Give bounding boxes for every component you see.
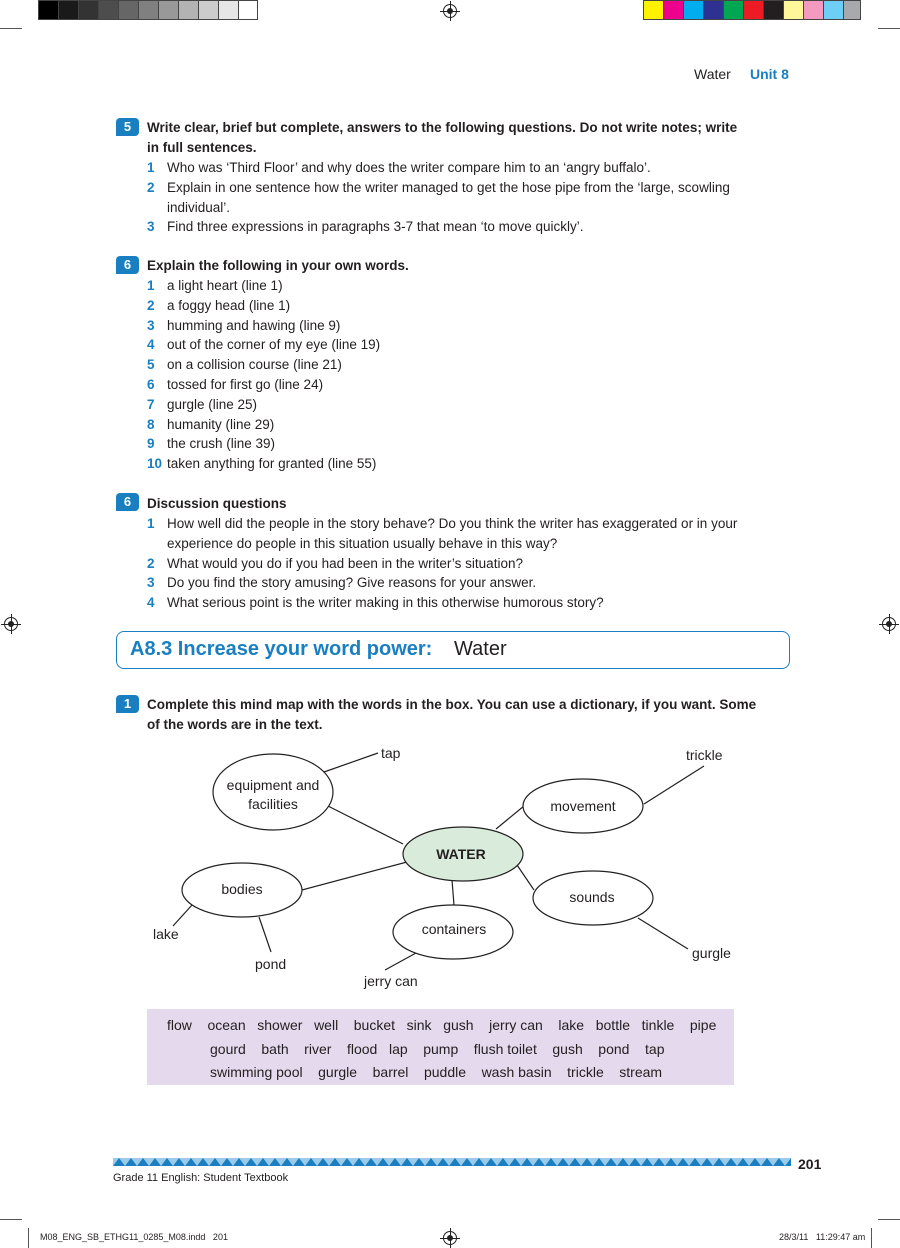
list-item: 10 taken anything for granted (line 55): [147, 456, 377, 472]
list-item: 1 Who was ‘Third Floor’ and why does the writer compare him to an ‘angry buffalo’.: [147, 160, 651, 175]
exercise-badge: 5: [116, 118, 139, 136]
connector-line: [517, 865, 534, 890]
connector-line: [259, 917, 271, 952]
section-title: A8.3 Increase your word power:: [130, 638, 433, 660]
exercise-badge: 6: [116, 256, 139, 274]
connector-line: [496, 806, 524, 829]
example-word-pond: pond: [255, 956, 287, 972]
list-item: 4 What serious point is the writer making in this otherwise humorous story?: [147, 595, 604, 611]
footer-decorative-band: [113, 1158, 791, 1166]
node-label-containers: containers: [421, 921, 487, 937]
list-item: 8 humanity (line 29): [147, 416, 275, 432]
exercise-badge: 6: [116, 493, 139, 511]
list-item: 1 a light heart (line 1): [147, 278, 283, 293]
exercise-instruction: Write clear, brief but complete, answers to the following questions. Do not write notes; write in full sentences.: [147, 120, 738, 155]
list-item: 2 Explain in one sentence how the writer managed to get the hose pipe from the ‘large, scowling individual’.: [147, 179, 730, 215]
connector-line: [328, 806, 403, 844]
exercise-instruction: Discussion questions: [147, 496, 287, 511]
connector-line: [452, 880, 454, 905]
word-box-line: flow ocean shower well bucket sink gush jerry can lake bottle tinkle pipe: [167, 1017, 717, 1033]
list-item: 4 out of the corner of my eye (line 19): [147, 337, 381, 353]
connector-line: [644, 766, 704, 804]
node-label-bodies: bodies: [221, 881, 263, 897]
word-box-line: gourd bath river flood lap pump flush toilet gush pond tap: [210, 1041, 665, 1057]
connector-line: [638, 918, 688, 949]
list-item: 2 a foggy head (line 1): [147, 297, 291, 313]
word-box-line: swimming pool gurgle barrel puddle wash basin trickle stream: [210, 1064, 663, 1080]
list-item: 1 How well did the people in the story behave? Do you think the writer has exaggerated or in your experience do people in this situation usually behave in this way?: [147, 516, 738, 551]
example-word-trickle: trickle: [686, 747, 723, 763]
node-label-sounds: sounds: [569, 889, 615, 905]
connector-line: [302, 862, 407, 890]
page-number: 201: [798, 1156, 822, 1172]
list-item: 9 the crush (line 39): [147, 436, 276, 452]
node-label-equipment-2: facilities: [248, 796, 298, 812]
list-item: 3 humming and hawing (line 9): [147, 317, 341, 333]
list-item: 3 Do you find the story amusing? Give reasons for your answer.: [147, 575, 537, 591]
connector-line: [173, 905, 192, 926]
list-item: 3 Find three expressions in paragraphs 3-7 that mean ‘to move quickly’.: [147, 219, 584, 235]
print-slug-file: M08_ENG_SB_ETHG11_0285_M08.indd 201: [40, 1232, 228, 1242]
list-item: 7 gurgle (line 25): [147, 396, 258, 412]
section-subtitle: Water: [454, 638, 507, 660]
running-header-topic: Water: [694, 66, 731, 82]
list-item: 5 on a collision course (line 21): [147, 357, 342, 373]
list-item: 6 tossed for first go (line 24): [147, 376, 324, 392]
exercise-instruction: Complete this mind map with the words in the box. You can use a dictionary, if you want. Some of the words are in the text.: [147, 697, 757, 732]
connector-line: [324, 753, 378, 772]
exercise-badge: 1: [116, 695, 139, 713]
footer-book-title: Grade 11 English: Student Textbook: [113, 1172, 289, 1184]
node-label-equipment-1: equipment and: [226, 777, 320, 793]
example-word-tap: tap: [381, 745, 401, 761]
list-item: 2 What would you do if you had been in the writer’s situation?: [147, 555, 523, 571]
exercise-instruction: Explain the following in your own words.: [147, 258, 409, 273]
mind-map-center-label: WATER: [436, 846, 486, 862]
example-word-jerry-can: jerry can: [364, 973, 418, 989]
example-word-gurgle: gurgle: [692, 945, 731, 961]
print-slug-date: 28/3/11 11:29:47 am: [779, 1232, 866, 1242]
connector-line: [385, 953, 416, 970]
node-label-movement: movement: [550, 798, 616, 814]
running-header-unit: Unit 8: [750, 66, 789, 82]
example-word-lake: lake: [153, 926, 179, 942]
